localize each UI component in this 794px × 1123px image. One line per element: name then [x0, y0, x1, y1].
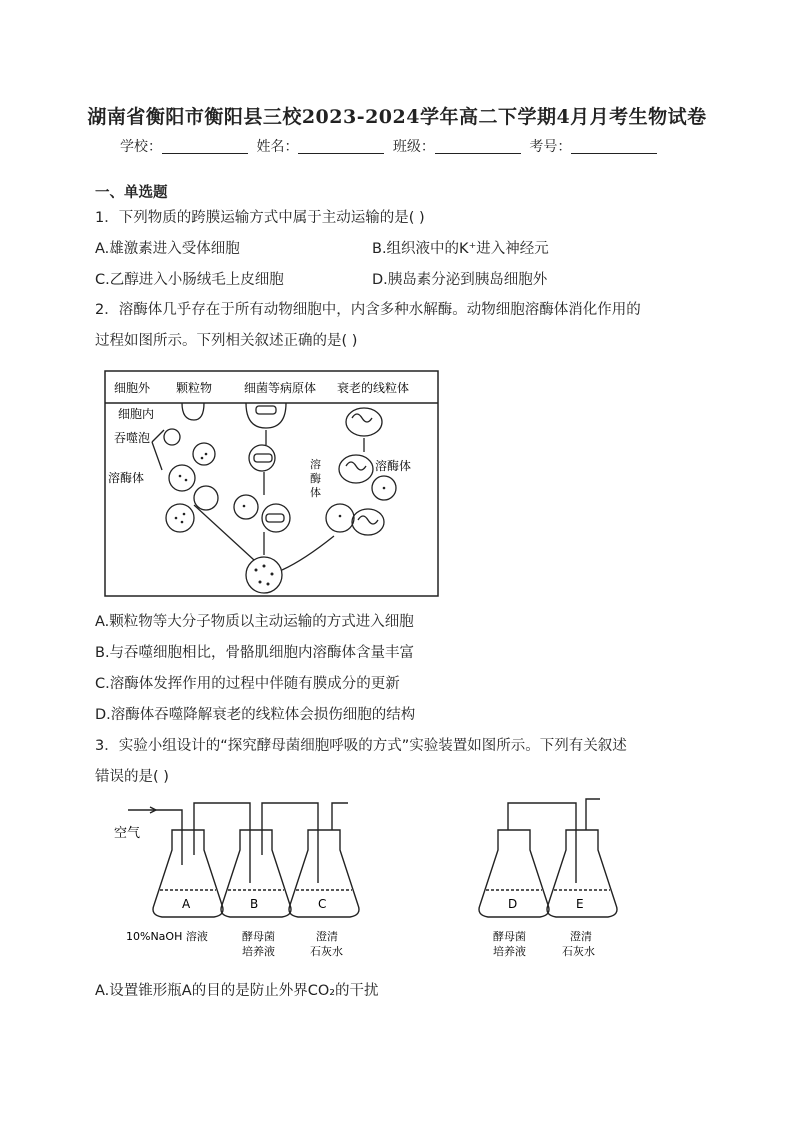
section-heading: 一、单选题 [95, 185, 168, 201]
fig-lysosome-label-left: 溶酶体 [108, 471, 145, 485]
fig-phagosome-label: 吞噬泡 [114, 431, 151, 445]
q2-stem-line2: 过程如图所示。下列相关叙述正确的是( ) [95, 333, 358, 349]
yeast-label-1a: 酵母菌 [242, 930, 275, 943]
fig-bacteria-label: 细菌等病原体 [244, 381, 317, 395]
q3-stem-line2: 错误的是( ) [95, 769, 169, 785]
q2-stem-line1: 2．溶酶体几乎存在于所有动物细胞中，内含多种水解酶。动物细胞溶酶体消化作用的 [95, 302, 641, 318]
bacteria-pathway [234, 403, 290, 555]
digesting-lysosome [246, 557, 282, 593]
flask-a-label: A [182, 897, 191, 911]
flask-c-label: C [318, 897, 327, 911]
lime-label-2b: 石灰水 [562, 945, 595, 958]
fig-mito-label: 衰老的线粒体 [337, 381, 410, 395]
fig-lysosome-vertical-3: 体 [310, 486, 321, 499]
q2-option-b: B.与吞噬细胞相比，骨骼肌细胞内溶酶体含量丰富 [95, 645, 415, 661]
q1-option-b: B.组织液中的K⁺进入神经元 [372, 241, 549, 257]
class-label: 班级： [392, 139, 435, 155]
air-label: 空气 [114, 826, 141, 841]
fig-inside-label: 细胞内 [118, 407, 155, 421]
q2-option-c: C.溶酶体发挥作用的过程中伴随有膜成分的更新 [95, 676, 400, 692]
q2-option-a: A.颗粒物等大分子物质以主动运输的方式进入细胞 [95, 614, 414, 630]
fig-lysosome-label-right: 溶酶体 [375, 459, 412, 473]
q1-option-c: C.乙醇进入小肠绒毛上皮细胞 [95, 272, 284, 288]
q2-option-d: D.溶酶体吞噬降解衰老的线粒体会损伤细胞的结构 [95, 707, 416, 723]
student-info-line [120, 136, 661, 156]
particle-pathway [152, 403, 254, 560]
q3-option-a: A.设置锥形瓶A的目的是防止外界CO₂的干扰 [95, 983, 379, 999]
flask-b-label: B [250, 897, 259, 911]
class-blank[interactable] [435, 139, 521, 154]
lime-label-2a: 澄清 [570, 930, 592, 943]
q1-option-d: D.胰岛素分泌到胰岛细胞外 [372, 272, 548, 288]
fig-outside-label: 细胞外 [114, 381, 151, 395]
q1-option-a: A.雄激素进入受体细胞 [95, 241, 240, 257]
yeast-respiration-apparatus [110, 795, 630, 970]
school-label: 学校： [120, 139, 162, 155]
name-label: 姓名： [256, 139, 299, 155]
lime-label-1b: 石灰水 [310, 945, 343, 958]
yeast-label-2b: 培养液 [493, 945, 526, 958]
naoh-label: 10%NaOH 溶液 [126, 930, 208, 943]
q3-stem-line1: 3．实验小组设计的“探究酵母菌细胞呼吸的方式”实验装置如图所示。下列有关叙述 [95, 738, 627, 754]
apparatus-right [479, 799, 617, 917]
page-title: 湖南省衡阳市衡阳县三校2023-2024学年高二下学期4月月考生物试卷 [87, 106, 707, 128]
flask-e-label: E [576, 897, 584, 911]
fig-particle-label: 颗粒物 [176, 381, 213, 395]
name-blank[interactable] [298, 139, 384, 154]
yeast-label-2a: 酵母菌 [493, 930, 526, 943]
school-blank[interactable] [162, 139, 248, 154]
mito-pathway [282, 408, 396, 570]
number-label: 考号： [529, 139, 572, 155]
yeast-label-1b: 培养液 [242, 945, 275, 958]
number-blank[interactable] [571, 139, 657, 154]
lime-label-1a: 澄清 [316, 930, 338, 943]
fig-lysosome-vertical-2: 酶 [310, 472, 321, 485]
lysosome-figure [104, 370, 440, 598]
fig-lysosome-vertical-1: 溶 [310, 458, 321, 471]
flask-d-label: D [508, 897, 518, 911]
q1-stem: 1．下列物质的跨膜运输方式中属于主动运输的是( ) [95, 210, 425, 226]
